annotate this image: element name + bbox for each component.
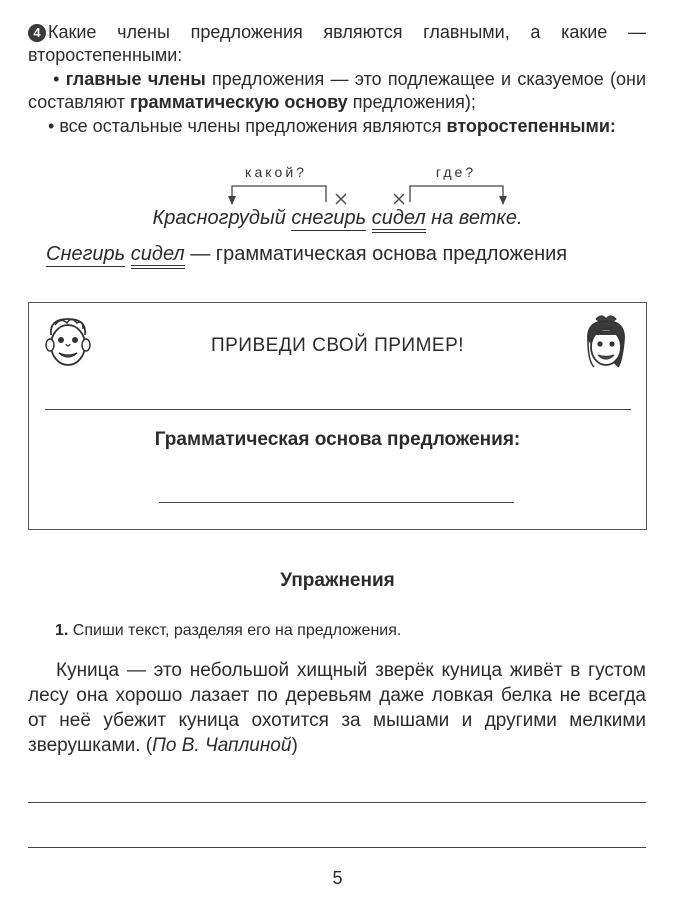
diagram-sentence [0,205,675,231]
example-answer-line-1 [45,409,631,410]
secondary-members-term: второстепенными: [446,116,616,136]
main-members-end: предложения); [347,92,476,112]
answer-line-1 [28,802,646,803]
cross-mark-2 [394,194,404,204]
word-na-vetke: на ветке. [425,207,523,229]
exercise-1-task [55,621,645,641]
main-members-text: предложения — это подлежащее и сказуемое (они составляют [28,69,647,112]
passage-end: ) [291,735,298,756]
question-kakoy: какой? [245,164,307,180]
cross-mark-1 [336,194,346,204]
word-space [366,207,372,229]
rest-members-text: все остальные члены предложения являются [59,116,447,136]
exercises-heading: Упражнения [280,570,395,591]
main-members-term: главные члены [65,69,206,89]
example-box [28,302,647,530]
passage-author: По В. Чаплиной [152,735,292,756]
page-number: 5 [332,868,343,888]
theory-question [28,21,646,67]
exercise-1-task-text: Спиши текст, разделяя его на предложения. [72,622,402,639]
example-box-subtitle: Грамматическая основа предложения: [154,429,521,450]
basis-subject: Снегирь [46,243,126,265]
word-sidel: сидел [372,207,426,233]
exercise-1-number: 1. [55,622,69,639]
rest-members-bullet: • все остальные члены предложения являются второстепенными: [28,116,616,136]
main-members-bullet: • главные члены предложения — это подлежащее и сказуемое (они составляют грамматическую основу предложения); [28,69,647,112]
item-number-badge: 4 [28,24,46,42]
basis-predicate: сидел [131,243,185,269]
example-box-title: ПРИВЕДИ СВОЙ ПРИМЕР! [210,335,465,356]
sentence-diagram [0,158,675,210]
arrow-kakoy [232,186,326,204]
basis-rest: — грамматическая основа предложения [184,243,568,265]
question-gde: где? [435,164,477,180]
word-snegir: снегирь [291,207,367,229]
exercise-1-passage [28,658,646,758]
theory-question-text: Какие члены предложения являются главными, а какие — второстепенными: [28,22,646,65]
grammatical-basis-line [46,241,656,267]
word-krasnogrudy: Красногрудый [152,207,292,229]
grammatical-basis-term: грамматическую основу [130,92,348,112]
example-answer-line-2 [159,502,514,503]
arrow-gde [410,186,503,204]
answer-line-2 [28,847,646,848]
passage-text: Куница — это небольшой хищный зверёк куница живёт в густом лесу она хорошо лазает по деревьям даже ловкая белка не всегда от неё убежит куница охотится за мышами и другими мелкими зверушками. ( [28,660,646,756]
